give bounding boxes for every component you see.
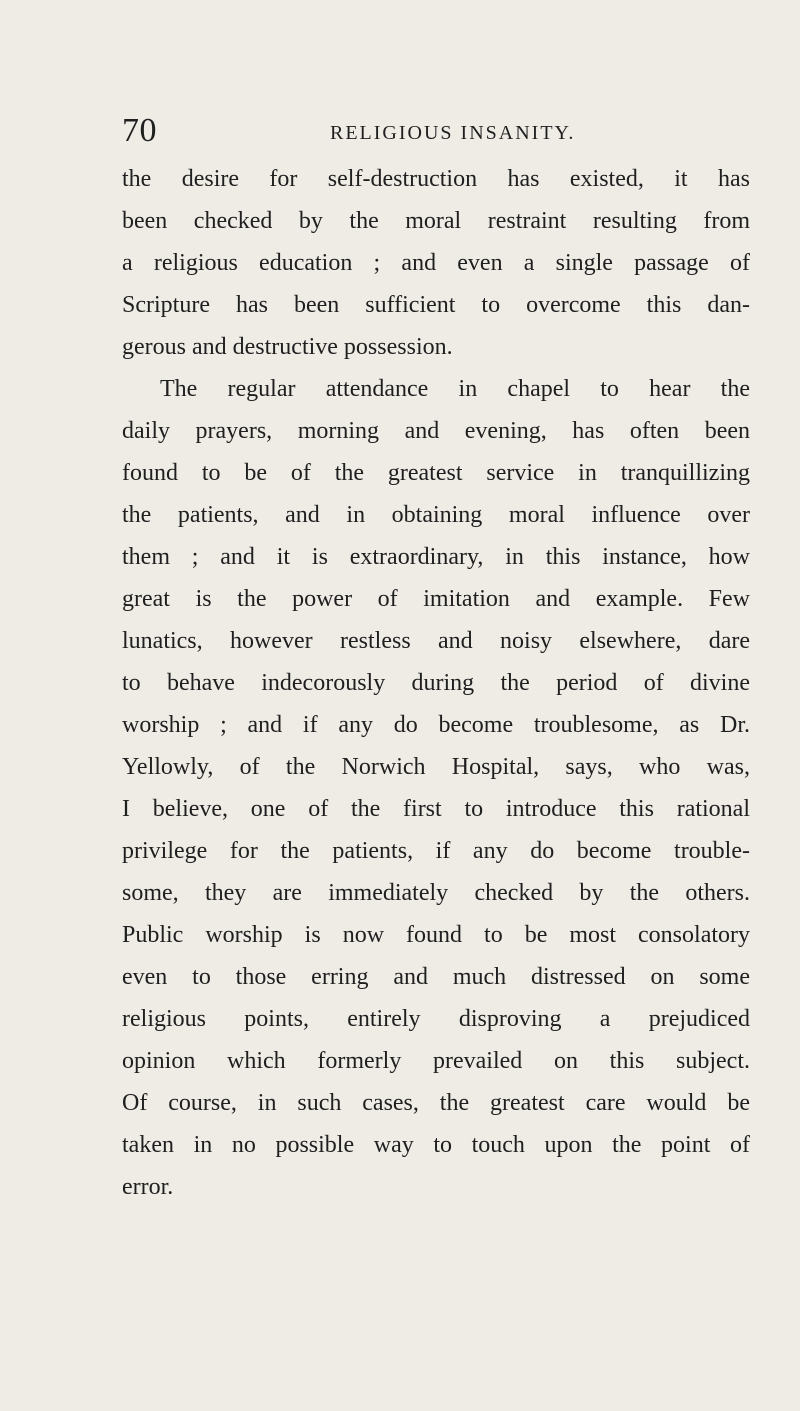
- text-line: error.: [122, 1174, 174, 1200]
- text-line: been checked by the moral restraint resulting from: [122, 208, 750, 234]
- text-line: taken in no possible way to touch upon the point of: [122, 1132, 750, 1158]
- text-line: opinion which formerly prevailed on this subject.: [122, 1048, 750, 1074]
- body-text: [122, 158, 750, 1208]
- text-line: Scripture has been sufficient to overcome this dan-: [122, 292, 750, 318]
- text-line: the patients, and in obtaining moral influence over: [122, 502, 750, 528]
- text-line: lunatics, however restless and noisy elsewhere, dare: [122, 628, 750, 654]
- text-line: Public worship is now found to be most consolatory: [122, 922, 750, 948]
- text-line: some, they are immediately checked by the others.: [122, 880, 750, 906]
- text-line: daily prayers, morning and evening, has often been: [122, 418, 750, 444]
- text-line: The regular attendance in chapel to hear the: [160, 376, 750, 402]
- text-line: great is the power of imitation and example. Few: [122, 586, 750, 612]
- text-line: gerous and destructive possession.: [122, 334, 453, 360]
- text-line: worship ; and if any do become troublesome, as Dr.: [122, 712, 750, 738]
- running-head: [0, 112, 800, 152]
- text-line: privilege for the patients, if any do become trouble-: [122, 838, 750, 864]
- text-line: even to those erring and much distressed on some: [122, 964, 750, 990]
- text-line: the desire for self-destruction has existed, it has: [122, 166, 750, 192]
- text-line: them ; and it is extraordinary, in this instance, how: [122, 544, 750, 570]
- page-number: 70: [122, 112, 157, 149]
- running-title: RELIGIOUS INSANITY.: [330, 122, 576, 144]
- text-line: Yellowly, of the Norwich Hospital, says, who was,: [122, 754, 750, 780]
- text-line: found to be of the greatest service in tranquillizing: [122, 460, 750, 486]
- text-line: religious points, entirely disproving a prejudiced: [122, 1006, 750, 1032]
- text-line: to behave indecorously during the period of divine: [122, 670, 750, 696]
- text-line: a religious education ; and even a single passage of: [122, 250, 750, 276]
- text-line: Of course, in such cases, the greatest care would be: [122, 1090, 750, 1116]
- text-line: I believe, one of the first to introduce this rational: [122, 796, 750, 822]
